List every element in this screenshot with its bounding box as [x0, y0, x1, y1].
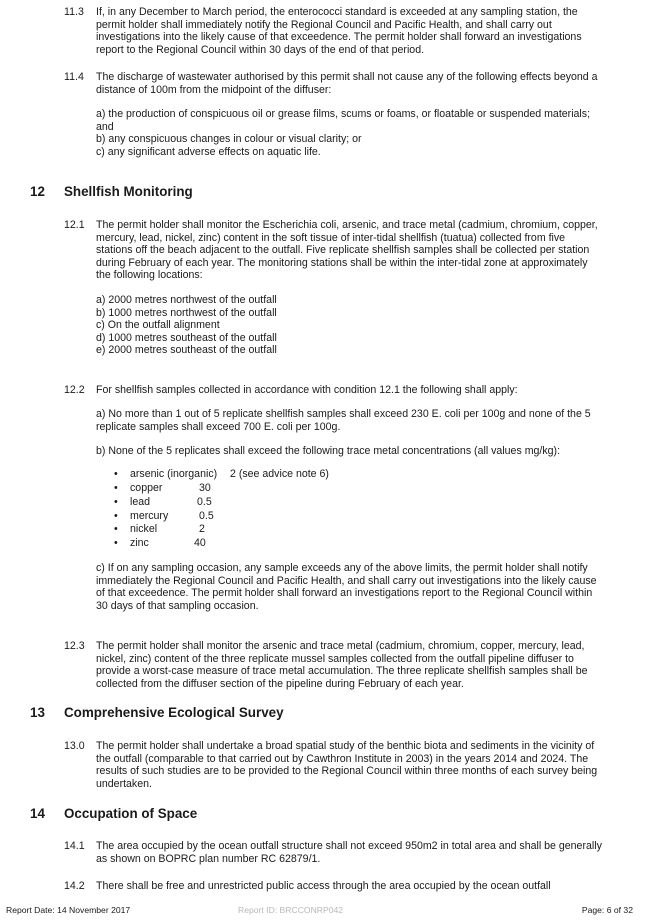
metal-value: 30 — [199, 482, 211, 494]
clause-12-1-list — [96, 294, 596, 357]
list-item: b) any conspicuous changes in colour or visual clarity; or — [96, 133, 362, 146]
clause-number: 12.2 — [64, 384, 85, 396]
metal-name: arsenic (inorganic) — [130, 468, 218, 480]
bullet: • — [114, 496, 118, 508]
clause-12-2-a: a) No more than 1 out of 5 replicate shellfish samples shall exceed 230 E. coli per 100g and none of the 5 replicate samples shall exceed 700 E. coli per 100g. — [96, 408, 591, 433]
bullet: • — [114, 537, 118, 549]
clause-12-1-text: The permit holder shall monitor the Escherichia coli, arsenic, and trace metal (cadmium, chromium, copper, mercury, lead, nickel, zinc) content in the soft tissue of inter-tidal shellfish (tuatua) collected from five stations off the beach adjacent to the outfall. Five replicate shellfish samples shall be collected per station during February of each year. The monitoring stations shall be within the inter-tidal zone at approximately the following locations: — [96, 219, 598, 282]
clause-12-2-b: b) None of the 5 replicates shall exceed the following trace metal concentrations (all values mg/kg): — [96, 445, 561, 457]
metal-value: 0.5 — [199, 510, 214, 522]
metal-name: copper — [130, 482, 163, 494]
list-item: c) On the outfall alignment — [96, 319, 220, 332]
bullet: • — [114, 523, 118, 535]
metal-value: 2 — [199, 523, 205, 535]
clause-13-0-text: The permit holder shall undertake a broad spatial study of the benthic biota and sediments in the vicinity of the outfall (comparable to that carried out by Cawthron Institute in 2003) in the years 2014 and 2024. The results of such studies are to be provided to the Regional Council within three months of each survey being undertaken. — [96, 740, 598, 790]
clause-number: 13.0 — [64, 740, 85, 752]
list-item: a) 2000 metres northwest of the outfall — [96, 294, 277, 306]
section-heading: Comprehensive Ecological Survey — [64, 705, 284, 720]
page-number: Page: 6 of 32 — [581, 905, 633, 915]
bullet: • — [114, 468, 118, 480]
bullet: • — [114, 482, 118, 494]
clause-14-2-text: There shall be free and unrestricted public access through the area occupied by the ocean outfall — [96, 880, 551, 892]
list-item: e) 2000 metres southeast of the outfall — [96, 344, 277, 357]
metal-name: nickel — [130, 523, 158, 535]
metal-value: 0.5 — [197, 496, 212, 508]
report-date: Report Date: 14 November 2017 — [6, 905, 131, 915]
clause-number: 12.3 — [64, 640, 85, 652]
list-item: d) 1000 metres southeast of the outfall — [96, 331, 277, 344]
metal-name: mercury — [130, 510, 169, 522]
clause-12-3-text: The permit holder shall monitor the arsenic and trace metal (cadmium, chromium, copper, mercury, lead, nickel, zinc) content of the three replicate mussel samples collected from the outfall pipeline diffuser to provide a worst-case measure of trace metal accumulation. The three replicate shellfish samples shall be collected from the diffuser section of the pipeline during February of each year. — [96, 640, 588, 690]
metal-value: 40 — [194, 537, 206, 549]
list-item: b) 1000 metres northwest of the outfall — [96, 306, 277, 319]
clause-number: 11.4 — [64, 71, 84, 83]
clause-number: 12.1 — [64, 219, 85, 231]
section-number: 13 — [30, 705, 45, 720]
bullet: • — [114, 510, 118, 522]
clause-number: 11.3 — [64, 6, 84, 18]
clause-number: 14.1 — [64, 840, 85, 852]
list-item: a) the production of conspicuous oil or grease films, scums or foams, or floatable or suspended materials; and — [96, 108, 591, 133]
section-number: 12 — [30, 184, 45, 199]
section-number: 14 — [30, 806, 45, 821]
clause-11-4-text: The discharge of wastewater authorised by this permit shall not cause any of the following effects beyond a distance of 100m from the midpoint of the diffuser: — [96, 71, 598, 96]
metal-name: lead — [130, 496, 151, 508]
section-heading: Shellfish Monitoring — [64, 184, 193, 199]
clause-number: 14.2 — [64, 880, 85, 892]
section-heading: Occupation of Space — [64, 806, 198, 821]
metal-name: zinc — [130, 537, 149, 549]
metal-value: 2 (see advice note 6) — [230, 468, 329, 480]
clause-14-1-text: The area occupied by the ocean outfall structure shall not exceed 950m2 in total area and shall be generally as shown on BOPRC plan number RC 62879/1. — [96, 840, 602, 865]
clause-11-3-text: If, in any December to March period, the enterococci standard is exceeded at any sampling station, the permit holder shall immediately notify the Regional Council and Pacific Health, and shall carry out investigations into the likely cause of that exceedence. The permit holder shall forward an investigations report to the Regional Council within 30 days of the end of that period. — [96, 6, 582, 56]
clause-12-2-text: For shellfish samples collected in accordance with condition 12.1 the following shall apply: — [96, 384, 518, 396]
clause-12-2-c: c) If on any sampling occasion, any sample exceeds any of the above limits, the permit holder shall notify immediately the Regional Council and Pacific Health, and shall carry out investigations into the likely cause of that exceedence. The permit holder shall forward an investigations report to the Regional Council within 30 days of that sampling occasion. — [96, 562, 597, 612]
report-id: Report ID: BRCCONRP042 — [238, 905, 344, 915]
list-item: c) any significant adverse effects on aquatic life. — [96, 145, 321, 158]
clause-11-4-list — [96, 108, 596, 158]
